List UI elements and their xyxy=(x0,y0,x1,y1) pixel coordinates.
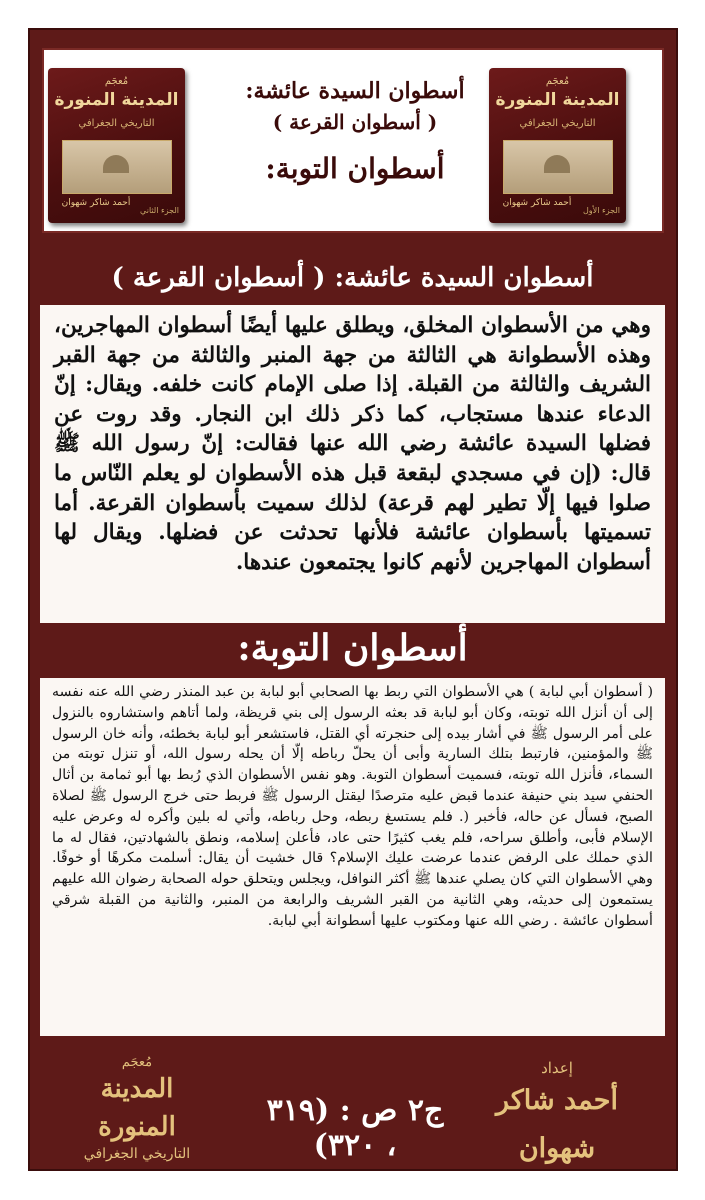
header-title-line2: ( أسطوان القرعة ) xyxy=(272,110,438,134)
footer-book-small: مُعجَم xyxy=(121,1055,153,1070)
author-name: أحمد شاكر شهوان xyxy=(496,1085,618,1164)
footer-book-main: المدينة المنورة xyxy=(98,1074,176,1142)
book-cover-image xyxy=(62,140,172,194)
book-subtitle: التاريخي الجغرافي xyxy=(78,118,155,129)
book-cover-left xyxy=(48,68,185,223)
footer xyxy=(40,1045,665,1164)
book-title-small: مُعجَم xyxy=(104,76,129,87)
book-volume: الجزء الأول xyxy=(582,206,620,215)
header-panel xyxy=(42,48,664,233)
header-title-line1: أسطوان السيدة عائشة: xyxy=(245,78,465,104)
book-title-small: مُعجَم xyxy=(545,76,570,87)
book-title-main: المدينة المنورة xyxy=(495,90,620,110)
footer-book-logo xyxy=(62,1055,212,1162)
footer-credit xyxy=(467,1059,647,1173)
book-cover-right xyxy=(489,68,626,223)
section1-body: وهي من الأسطوان المخلق، ويطلق عليها أيضًا أسطوان المهاجرين، وهذه الأسطوانة هي الثالثة من جهة المنبر والثالثة من جهة القبر الشريف والثالثة من القبلة. إذا صلى الإمام كانت خلفه. ويقال: إنّ الدعاء عندها مستجاب، كما ذكر ذلك ابن النجار. وقد روت عن فضلها السيدة عائشة رضي الله عنها فقالت: إنّ رسول الله ﷺ قال: (إن في مسجدي لبقعة قبل هذه الأسطوان لو يعلم النّاس ما صلوا فيها إلّا تطير لهم قرعة) لذلك سميت بأسطوان القرعة. أما تسميتها بأسطوان عائشة فلأنها تحدثت عن فضلها. ويقال لها أسطوان المهاجرين لأنهم كانوا يجتمعون عندها. xyxy=(40,305,665,623)
book-volume: الجزء الثاني xyxy=(140,206,179,215)
book-title-main: المدينة المنورة xyxy=(54,90,179,110)
book-subtitle: التاريخي الجغرافي xyxy=(519,118,596,129)
header-title xyxy=(229,76,481,192)
footer-book-sub: التاريخي الجغرافي xyxy=(83,1146,191,1162)
page-reference: ج٢ ص : (٣١٩ ، ٣٢٠) xyxy=(266,1093,444,1163)
section2-title: أسطوان التوبة: xyxy=(237,627,468,669)
prepared-by-label: إعداد xyxy=(541,1059,573,1077)
section1-title: أسطوان السيدة عائشة: ( أسطوان القرعة ) xyxy=(111,263,594,293)
book-author: أحمد شاكر شهوان xyxy=(61,198,131,208)
header-title-line3: أسطوان التوبة: xyxy=(265,152,445,185)
section2-body: ( أسطوان أبي لبابة ) هي الأسطوان التي ربط بها الصحابي أبو لبابة بن عبد المنذر رضي الله عنه نفسه إلى أن أنزل الله توبته، وكان أبو لبابة قد بعثه الرسول إلى بني قريظة، ولما أتاهم واستشاروه بالنزول على أمر الرسول ﷺ في أشار بيده إلى حنجرته أي القتل، فاستشعر أبو لبابة بخطئه، وأنه خان الرسول ﷺ والمؤمنين، فارتبط بتلك السارية وأبى أن يحلّ رباطه إلّا أن يحله رسول الله، أو تنزل توبته من السماء، فأنزل الله توبته، فسميت أسطوان التوبة. وهو نفس الأسطوان الذي رُبط بها أبو ثمامة بن أثال الحنفي سيد بني حنيفة عندما قبض عليه مترصدًا ليقتل الرسول ﷺ فربط حتى خرج الرسول ﷺ لصلاة الصبح، فسأل عن حاله، فأخبر (. فلم يستسغ ربطه، وحل رباطه، وأتي له بلين وأكره له وعرض عليه الإسلام فأبى، وأطلق سراحه، فلم يغب كثيرًا حتى عاد، فأعلن إسلامه، ونطق بالشهادتين، فقال له ما الذي حملك على الرفض عندما عرضت عليك الإسلام؟ قال خشيت أن يقال: أسلمت مكرهًا أو خوفًا. وهي الأسطوان التي كان يصلي عندها ﷺ أكثر النوافل، ويجلس ويتحلق حوله الصحابة رضوان الله عليهم يستمعون إلى حديثه، وهي الثانية من القبر الشريف والرابعة من المنبر، والثانية من القبلة شرقي أسطوان عائشة . رضي الله عنها ومكتوب عليها أسطوانة أبي لبابة. xyxy=(40,678,665,1036)
book-cover-image xyxy=(503,140,613,194)
book-author: أحمد شاكر شهوان xyxy=(502,198,572,208)
